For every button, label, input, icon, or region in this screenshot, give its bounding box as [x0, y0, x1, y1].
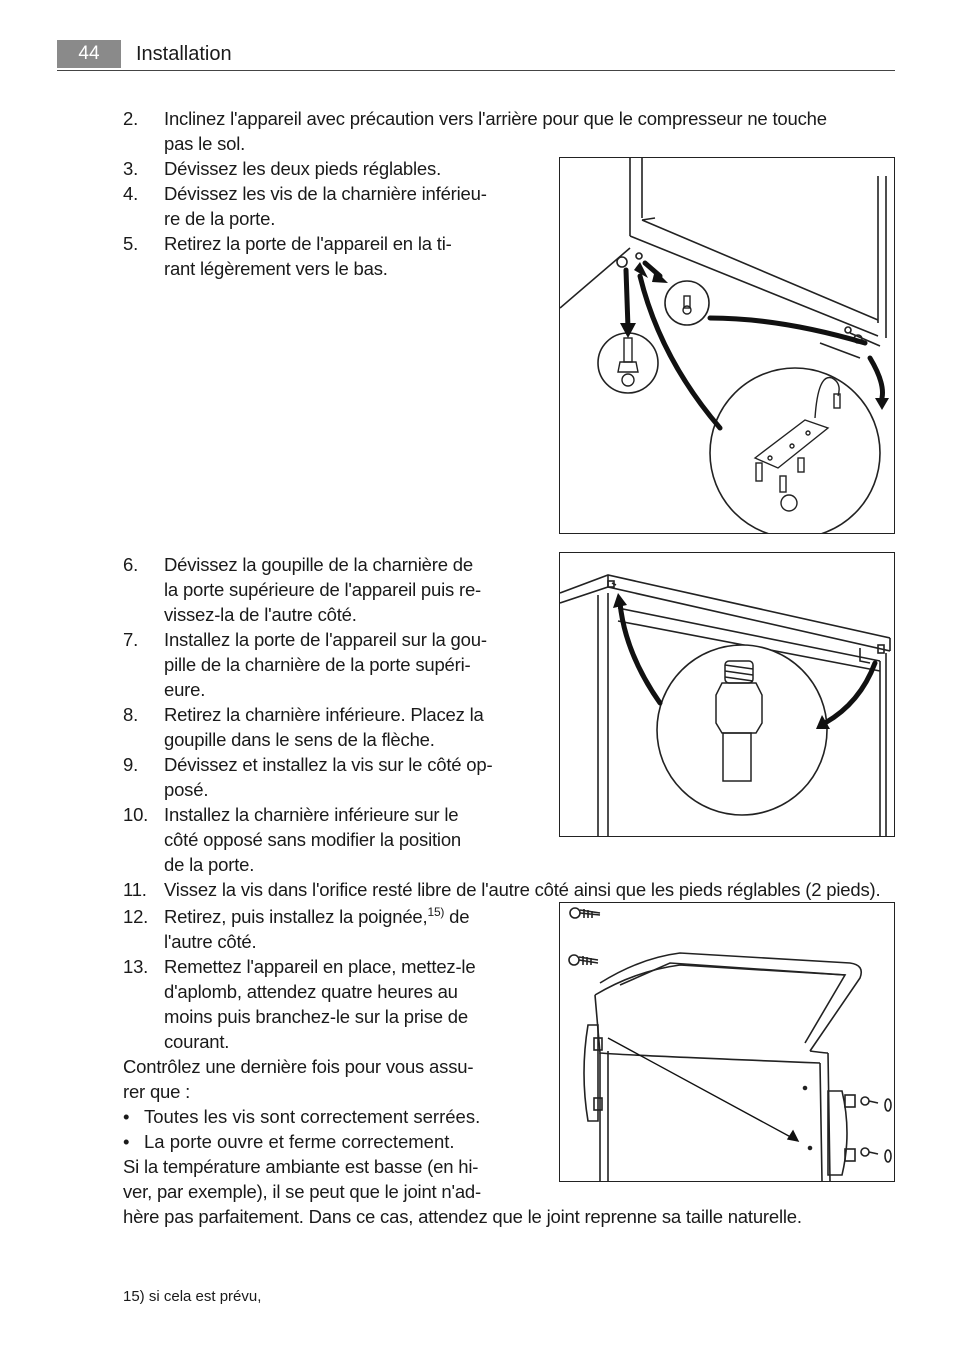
- step-text-line: de la porte.: [164, 854, 255, 875]
- paragraph-line: Si la température ambiante est basse (en hi-: [123, 1156, 479, 1177]
- step-text-line: re de la porte.: [164, 208, 276, 229]
- step-text-line: eure.: [164, 679, 206, 700]
- step-number: 4.: [123, 183, 139, 204]
- bullet-marker: •: [123, 1131, 130, 1152]
- step-text-line: Remettez l'appareil en place, mettez-le: [164, 956, 476, 977]
- step-text-line: courant.: [164, 1031, 230, 1052]
- step-text-line: Vissez la vis dans l'orifice resté libre de l'autre côté ainsi que les pieds réglables (2 pieds).: [164, 879, 881, 900]
- step-text-line: côté opposé sans modifier la position: [164, 829, 462, 850]
- door-removal-illustration: [560, 158, 894, 533]
- step-6: [123, 552, 543, 627]
- section-title: Installation: [136, 43, 232, 65]
- step-text-line: la porte supérieure de l'appareil puis re-: [164, 579, 482, 600]
- step-9: [123, 752, 543, 802]
- step-text-line: Retirez la charnière inférieure. Placez la: [164, 704, 484, 725]
- screw-icon-top: [570, 908, 600, 918]
- step-number: 11.: [123, 879, 147, 900]
- step-number: 5.: [123, 233, 139, 254]
- step-2: [123, 106, 903, 156]
- step-text-line: l'autre côté.: [164, 931, 257, 952]
- step-text-line: Dévissez les vis de la charnière inférieu-: [164, 183, 487, 204]
- paragraph-line: ver, par exemple), il se peut que le joint n'ad-: [123, 1181, 481, 1202]
- screw-icon-bottom: [569, 955, 598, 965]
- step-text-line: vissez-la de l'autre côté.: [164, 604, 357, 625]
- step-7: [123, 627, 543, 702]
- step-text-line: Inclinez l'appareil avec précaution vers l'arrière pour que le compresseur ne touche: [164, 108, 827, 129]
- paragraph-line: Contrôlez une dernière fois pour vous assu-: [123, 1056, 474, 1077]
- step-number: 13.: [123, 956, 149, 977]
- bullet-marker: •: [123, 1106, 130, 1127]
- step-text-line: d'aplomb, attendez quatre heures au: [164, 981, 458, 1002]
- figure-door-removal: [559, 157, 895, 534]
- step-text-line: posé.: [164, 779, 209, 800]
- paragraph-line: rer que :: [123, 1081, 191, 1102]
- upper-hinge-illustration: [560, 553, 894, 836]
- figure-handle: [559, 902, 895, 1182]
- step-text-line: pille de la charnière de la porte supéri-: [164, 654, 471, 675]
- footnote: 15) si cela est prévu,: [123, 1288, 262, 1305]
- step-text-part: de: [444, 906, 470, 927]
- check-intro: [123, 1054, 473, 1104]
- step-8: [123, 702, 543, 752]
- footnote-reference: 15): [427, 904, 445, 919]
- step-number: 10.: [123, 804, 149, 825]
- handle-illustration: [560, 903, 894, 1181]
- step-text-line: Installez la charnière inférieure sur le: [164, 804, 459, 825]
- step-10: [123, 802, 543, 877]
- step-12: [123, 904, 543, 954]
- step-text-line: goupille dans le sens de la flèche.: [164, 729, 435, 750]
- figure-upper-hinge-pin: [559, 552, 895, 837]
- step-text-line: Dévissez et installez la vis sur le côté op-: [164, 754, 493, 775]
- step-text-line: Retirez la porte de l'appareil en la ti-: [164, 233, 452, 254]
- step-text-line: pas le sol.: [164, 133, 246, 154]
- step-5: [123, 231, 543, 281]
- step-13: [123, 954, 543, 1054]
- step-text-line: Dévissez la goupille de la charnière de: [164, 554, 473, 575]
- bullet-text: Toutes les vis sont correctement serrées.: [144, 1106, 481, 1127]
- step-number: 3.: [123, 158, 139, 179]
- step-11: [123, 877, 903, 902]
- bullet-text: La porte ouvre et ferme correctement.: [144, 1131, 455, 1152]
- step-number: 12.: [123, 906, 149, 927]
- step-number: 6.: [123, 554, 139, 575]
- step-number: 2.: [123, 108, 139, 129]
- step-4: [123, 181, 543, 231]
- step-number: 7.: [123, 629, 139, 650]
- step-text-line: [164, 904, 469, 929]
- step-text-line: Installez la porte de l'appareil sur la gou-: [164, 629, 487, 650]
- step-text-line: moins puis branchez-le sur la prise de: [164, 1006, 468, 1027]
- step-text-line: rant légèrement vers le bas.: [164, 258, 388, 279]
- step-number: 9.: [123, 754, 139, 775]
- page-number: 44: [57, 40, 121, 68]
- paragraph-line: hère pas parfaitement. Dans ce cas, attendez que le joint reprenne sa taille naturelle.: [123, 1206, 802, 1227]
- step-text-line: Dévissez les deux pieds réglables.: [164, 158, 442, 179]
- header-divider: [57, 70, 895, 71]
- step-number: 8.: [123, 704, 139, 725]
- step-text-part: Retirez, puis installez la poignée,: [164, 906, 428, 927]
- step-3: [123, 156, 543, 181]
